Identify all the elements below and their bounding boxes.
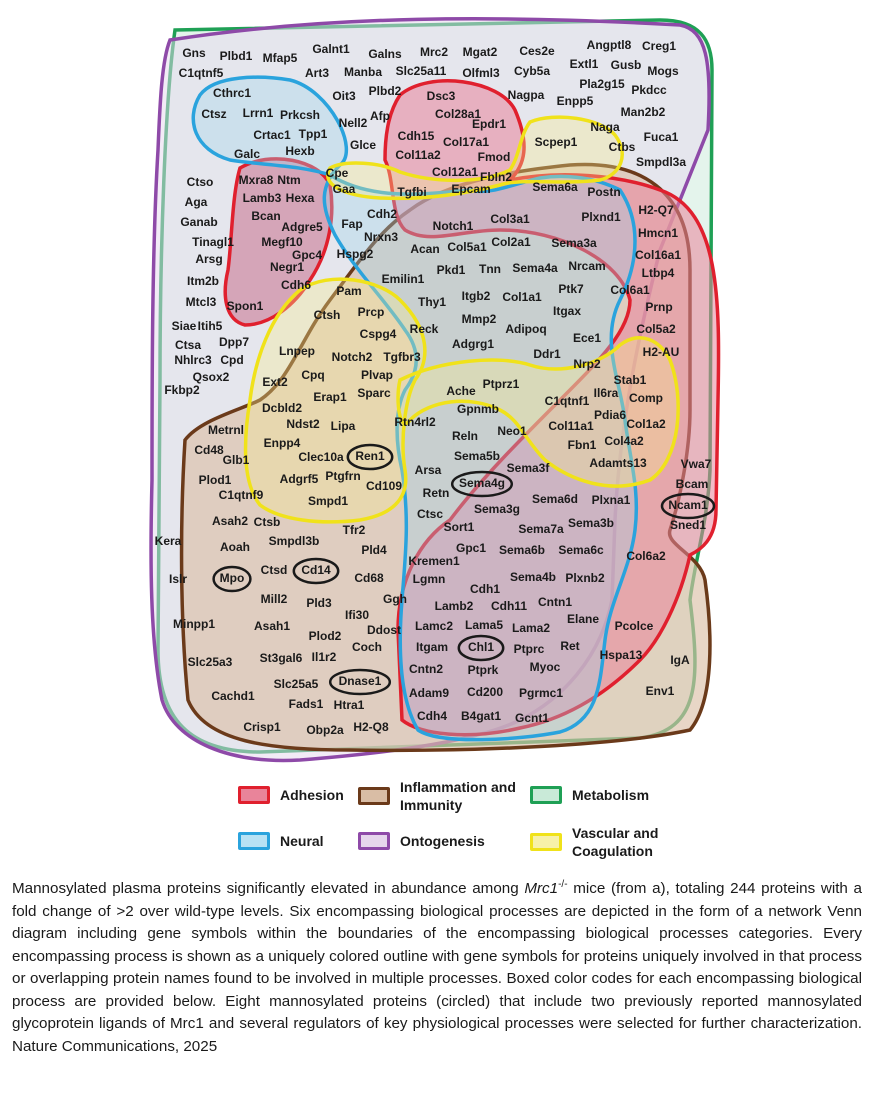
gene-label-col6a2: Col6a2	[626, 549, 666, 564]
gene-label-gpnmb: Gpnmb	[457, 402, 499, 417]
gene-label-plbd1: Plbd1	[219, 49, 253, 64]
gene-label-man2b2: Man2b2	[620, 105, 666, 120]
gene-label-fkbp2: Fkbp2	[164, 383, 200, 398]
gene-label-col2a1: Col2a1	[491, 235, 531, 250]
caption-superscript: -/-	[558, 878, 568, 890]
gene-label-epcam: Epcam	[451, 182, 491, 197]
gene-label-minpp1: Minpp1	[173, 617, 215, 632]
gene-label-il6ra: Il6ra	[593, 386, 619, 401]
gene-label-reln: Reln	[451, 429, 479, 444]
gene-label-ctso: Ctso	[186, 175, 214, 190]
gene-label-ache: Ache	[446, 384, 476, 399]
gene-label-adamts13: Adamts13	[589, 456, 647, 471]
gene-label-itgb2: Itgb2	[461, 289, 491, 304]
gene-label-crisp1: Crisp1	[243, 720, 281, 735]
gene-label-fbln2: Fbln2	[480, 170, 512, 185]
gene-label-mmp2: Mmp2	[461, 312, 497, 327]
gene-label-ndst2: Ndst2	[286, 417, 320, 432]
gene-label-myoc: Myoc	[529, 660, 561, 675]
gene-label-pla2g15: Pla2g15	[579, 77, 625, 92]
gene-label-cspg4: Cspg4	[359, 327, 397, 342]
legend-item-vascular	[530, 824, 658, 860]
gene-label-mfap5: Mfap5	[262, 51, 298, 66]
gene-label-il1r2: Il1r2	[311, 650, 337, 665]
gene-label-bcam: Bcam	[675, 477, 709, 492]
legend-label-ontogenesis: Ontogenesis	[400, 833, 485, 849]
gene-label-pld4: Pld4	[361, 543, 387, 558]
gene-label-ltbp4: Ltbp4	[641, 266, 675, 281]
gene-label-c1qtnf1: C1qtnf1	[544, 394, 590, 409]
gene-label-col1a2: Col1a2	[626, 417, 666, 432]
gene-label-col16a1: Col16a1	[634, 248, 682, 263]
gene-label-ptk7: Ptk7	[558, 282, 584, 297]
gene-label-col11a2: Col11a2	[395, 148, 441, 163]
gene-label-ctsd: Ctsd	[260, 563, 288, 578]
gene-label-nagpa: Nagpa	[507, 88, 545, 103]
gene-label-rtn4rl2: Rtn4rl2	[394, 415, 436, 430]
gene-label-hspg2: Hspg2	[336, 247, 374, 262]
gene-label-slc25a5: Slc25a5	[273, 677, 319, 692]
gene-label-tnn: Tnn	[479, 262, 501, 277]
gene-label-itgam: Itgam	[415, 640, 449, 655]
gene-label-negr1: Negr1	[269, 260, 305, 275]
gene-label-crtac1: Crtac1	[253, 128, 291, 143]
gene-label-ggh: Ggh	[383, 592, 407, 607]
legend-label-inflammation	[400, 778, 516, 814]
gene-label-gusb: Gusb	[610, 58, 642, 73]
gene-label-enpp4: Enpp4	[263, 436, 301, 451]
legend-item-metabolism	[530, 786, 649, 804]
gene-label-pdia6: Pdia6	[593, 408, 627, 423]
gene-label-stab1: Stab1	[613, 373, 647, 388]
gene-label-pcolce: Pcolce	[614, 619, 654, 634]
gene-label-cd68: Cd68	[354, 571, 384, 586]
gene-label-sned1: Sned1	[669, 518, 707, 533]
gene-label-env1: Env1	[645, 684, 675, 699]
gene-label-plvap: Plvap	[360, 368, 394, 383]
gene-label-sema3f: Sema3f	[506, 461, 550, 476]
gene-label-ptprk: Ptprk	[467, 663, 499, 678]
gene-label-art3: Art3	[304, 66, 330, 81]
gene-label-iga: IgA	[670, 653, 690, 668]
gene-label-glb1: Glb1	[222, 453, 250, 468]
gene-label-lamb3: Lamb3	[242, 191, 282, 206]
gene-label-sema4g: Sema4g	[458, 476, 506, 491]
legend-swatch-vascular	[530, 833, 562, 851]
legend-label-vascular	[572, 824, 658, 860]
legend-item-inflammation	[358, 778, 516, 814]
gene-label-gcnt1: Gcnt1	[514, 711, 550, 726]
gene-label-lamb2: Lamb2	[434, 599, 474, 614]
gene-label-islr: Islr	[168, 572, 188, 587]
legend-label-inflammation-line1: Inflammation and	[400, 779, 516, 795]
gene-label-vwa7: Vwa7	[680, 457, 712, 472]
gene-label-hexa: Hexa	[285, 191, 315, 206]
gene-label-plxna1: Plxna1	[591, 493, 631, 508]
gene-label-cd109: Cd109	[365, 479, 403, 494]
gene-label-ptprc: Ptprc	[513, 642, 545, 657]
gene-label-cyb5a: Cyb5a	[513, 64, 551, 79]
gene-label-pgrmc1: Pgrmc1	[518, 686, 564, 701]
gene-label-ctsh: Ctsh	[313, 308, 341, 323]
gene-label-emilin1: Emilin1	[381, 272, 425, 287]
gene-label-fads1: Fads1	[288, 697, 324, 712]
gene-label-pam: Pam	[336, 284, 362, 299]
gene-label-erap1: Erap1	[313, 390, 347, 405]
gene-label-aga: Aga	[184, 195, 208, 210]
gene-label-asah1: Asah1	[253, 619, 291, 634]
gene-label-col5a2: Col5a2	[636, 322, 676, 337]
gene-label-smpdl3b: Smpdl3b	[268, 534, 320, 549]
gene-label-ddost: Ddost	[367, 623, 401, 638]
gene-label-galc: Galc	[233, 147, 261, 162]
gene-label-col5a1: Col5a1	[447, 240, 487, 255]
gene-label-itm2b: Itm2b	[186, 274, 220, 289]
gene-label-col1a1: Col1a1	[502, 290, 542, 305]
gene-label-olfml3: Olfml3	[462, 66, 500, 81]
gene-label-smpdl3a: Smpdl3a	[635, 155, 687, 170]
gene-label-coch: Coch	[352, 640, 382, 655]
gene-label-lgmn: Lgmn	[412, 572, 446, 587]
gene-label-lamc2: Lamc2	[414, 619, 454, 634]
gene-label-siae: Siae	[171, 319, 197, 334]
gene-label-prcp: Prcp	[357, 305, 385, 320]
gene-label-megf10: Megf10	[261, 235, 303, 250]
caption-text-1: Mannosylated plasma proteins significantly elevated in abundance among	[12, 880, 525, 897]
gene-label-slc25a11: Slc25a11	[395, 64, 447, 79]
gene-label-c1qtnf5: C1qtnf5	[178, 66, 224, 81]
gene-label-retn: Retn	[422, 486, 450, 501]
gene-label-bcan: Bcan	[251, 209, 281, 224]
gene-label-ganab: Ganab	[180, 215, 218, 230]
gene-label-ctsb: Ctsb	[253, 515, 281, 530]
gene-label-hmcn1: Hmcn1	[637, 226, 679, 241]
gene-label-dsc3: Dsc3	[426, 89, 456, 104]
gene-label-comp: Comp	[629, 391, 663, 406]
gene-label-sema3a: Sema3a	[551, 236, 597, 251]
gene-label-plod1: Plod1	[198, 473, 232, 488]
gene-label-oit3: Oit3	[332, 89, 356, 104]
gene-label-col11a1: Col11a1	[548, 419, 594, 434]
gene-label-galns: Galns	[368, 47, 402, 62]
gene-label-glce: Glce	[349, 138, 377, 153]
gene-label-col12a1: Col12a1	[431, 165, 479, 180]
gene-label-sema6d: Sema6d	[531, 492, 579, 507]
gene-label-ext2: Ext2	[262, 375, 288, 390]
gene-label-ctsa: Ctsa	[174, 338, 202, 353]
gene-label-fuca1: Fuca1	[643, 130, 679, 145]
gene-label-st3gal6: St3gal6	[259, 651, 303, 666]
gene-label-ddr1: Ddr1	[533, 347, 561, 362]
gene-label-sema3g: Sema3g	[473, 502, 521, 517]
gene-label-cntn1: Cntn1	[538, 595, 572, 610]
gene-label-mrc2: Mrc2	[419, 45, 449, 60]
gene-label-b4gat1: B4gat1	[460, 709, 502, 724]
gene-label-plxnd1: Plxnd1	[581, 210, 621, 225]
gene-label-adgrf5: Adgrf5	[279, 472, 319, 487]
gene-label-cd200: Cd200	[466, 685, 504, 700]
gene-label-hspa13: Hspa13	[599, 648, 643, 663]
gene-label-clec10a: Clec10a	[298, 450, 344, 465]
gene-label-cthrc1: Cthrc1	[212, 86, 252, 101]
gene-label-lama5: Lama5	[464, 618, 504, 633]
gene-label-galnt1: Galnt1	[312, 42, 350, 57]
gene-label-sema6a: Sema6a	[532, 180, 578, 195]
gene-label-h2-q7: H2-Q7	[638, 203, 674, 218]
gene-label-ptprz1: Ptprz1	[482, 377, 520, 392]
gene-label-tinagl1: Tinagl1	[192, 235, 234, 250]
gene-label-ncam1: Ncam1	[668, 498, 708, 513]
gene-label-ctsc: Ctsc	[416, 507, 444, 522]
gene-label-naga: Naga	[590, 120, 620, 135]
gene-label-epdr1: Epdr1	[471, 117, 507, 132]
gene-label-arsa: Arsa	[414, 463, 442, 478]
gene-label-gns: Gns	[182, 46, 206, 61]
legend-label-inflammation-line2: Immunity	[400, 797, 463, 813]
legend-swatch-metabolism	[530, 786, 562, 804]
gene-label-pld3: Pld3	[306, 596, 332, 611]
gene-label-sema6c: Sema6c	[558, 543, 604, 558]
legend-swatch-neural	[238, 832, 270, 850]
gene-label-sparc: Sparc	[357, 386, 391, 401]
gene-label-prkcsh: Prkcsh	[279, 108, 321, 123]
legend-label-neural: Neural	[280, 833, 324, 849]
legend-label-metabolism: Metabolism	[572, 787, 650, 803]
gene-label-scpep1: Scpep1	[534, 135, 578, 150]
gene-label-plod2: Plod2	[308, 629, 342, 644]
gene-label-nrxn3: Nrxn3	[363, 230, 399, 245]
figure-caption	[12, 878, 862, 1058]
gene-label-lnpep: Lnpep	[279, 344, 315, 359]
gene-label-gpc1: Gpc1	[455, 541, 487, 556]
gene-label-ren1: Ren1	[355, 449, 385, 464]
gene-label-sort1: Sort1	[443, 520, 475, 535]
gene-label-cachd1: Cachd1	[211, 689, 255, 704]
gene-label-acan: Acan	[410, 242, 440, 257]
gene-label-sema7a: Sema7a	[518, 522, 564, 537]
gene-label-ece1: Ece1	[572, 331, 602, 346]
legend-label-vascular-line1: Vascular and	[572, 825, 659, 841]
legend-swatch-adhesion	[238, 786, 270, 804]
gene-label-mill2: Mill2	[260, 592, 288, 607]
gene-label-hexb: Hexb	[285, 144, 315, 159]
gene-label-gaa: Gaa	[332, 182, 356, 197]
gene-label-adgre5: Adgre5	[281, 220, 323, 235]
gene-label-angptl8: Angptl8	[586, 38, 632, 53]
legend-swatch-ontogenesis	[358, 832, 390, 850]
gene-label-sema4a: Sema4a	[512, 261, 558, 276]
gene-label-mxra8: Mxra8	[238, 173, 274, 188]
gene-label-fap: Fap	[341, 217, 363, 232]
gene-label-col28a1: Col28a1	[434, 107, 482, 122]
gene-label-chl1: Chl1	[467, 640, 495, 655]
gene-label-sema6b: Sema6b	[498, 543, 546, 558]
gene-label-ces2e: Ces2e	[519, 44, 555, 59]
gene-label-gpc4: Gpc4	[291, 248, 323, 263]
gene-label-ctsz: Ctsz	[201, 107, 227, 122]
gene-label-kremen1: Kremen1	[408, 554, 460, 569]
gene-label-cntn2: Cntn2	[409, 662, 443, 677]
gene-label-col17a1: Col17a1	[442, 135, 490, 150]
caption-gene: Mrc1	[524, 880, 559, 897]
gene-label-smpd1: Smpd1	[307, 494, 349, 509]
gene-label-prnp: Prnp	[645, 300, 673, 315]
gene-label-itih5: Itih5	[197, 319, 223, 334]
gene-label-afp: Afp	[370, 109, 390, 124]
gene-label-cpd: Cpd	[220, 353, 244, 368]
gene-label-thy1: Thy1	[417, 295, 447, 310]
gene-label-pkdcc: Pkdcc	[631, 83, 667, 98]
gene-label-cpq: Cpq	[301, 368, 325, 383]
gene-label-fmod: Fmod	[477, 150, 511, 165]
gene-label-nrcam: Nrcam	[568, 259, 606, 274]
legend-label-vascular-line2: Coagulation	[572, 843, 653, 859]
gene-label-col4a2: Col4a2	[604, 434, 644, 449]
gene-label-col6a1: Col6a1	[610, 283, 650, 298]
caption-text-2: mice (from a), totaling 244 proteins with a fold change of >2 over wild-type levels. Six encompassing biological processes are depicted in the form of a network Venn diagram including gene symbols within the boundaries of the encompassing biological processes categories. Every encompassing process is shown as a uniquely colored outline with gene symbols for proteins uniquely involved in that process or overlapping protein names found to be involved in multiple processes. Boxed color codes for each encompassing biological process are provided below. Eight mannosylated proteins (circled) that include two previously reported mannosylated glycoprotein ligands of Mrc1 and several regulators of key physiological processes were selected for further characterization. Nature Communications, 2025	[12, 880, 863, 1055]
legend-item-ontogenesis	[358, 832, 485, 850]
gene-label-mpo: Mpo	[219, 571, 245, 586]
gene-label-reck: Reck	[409, 322, 439, 337]
gene-label-cd48: Cd48	[194, 443, 224, 458]
gene-label-cdh15: Cdh15	[397, 129, 435, 144]
gene-label-sema5b: Sema5b	[453, 449, 501, 464]
legend-swatch-inflammation	[358, 787, 390, 805]
gene-label-tgfbi: Tgfbi	[397, 185, 427, 200]
gene-label-col3a1: Col3a1	[490, 212, 530, 227]
gene-label-enpp5: Enpp5	[556, 94, 594, 109]
gene-label-cd14: Cd14	[301, 563, 331, 578]
gene-label-plxnb2: Plxnb2	[565, 571, 605, 586]
gene-label-cdh11: Cdh11	[490, 599, 528, 614]
legend	[238, 778, 708, 868]
gene-label-fbn1: Fbn1	[567, 438, 597, 453]
legend-item-adhesion	[238, 786, 344, 804]
gene-label-cdh6: Cdh6	[281, 278, 311, 293]
gene-label-cdh2: Cdh2	[367, 207, 397, 222]
gene-label-neo1: Neo1	[497, 424, 527, 439]
gene-label-aoah: Aoah	[220, 540, 250, 555]
gene-label-lama2: Lama2	[511, 621, 551, 636]
gene-label-cpe: Cpe	[325, 166, 349, 181]
gene-label-mgat2: Mgat2	[462, 45, 498, 60]
gene-label-adipoq: Adipoq	[505, 322, 547, 337]
gene-label-ret: Ret	[560, 639, 580, 654]
gene-label-adam9: Adam9	[408, 686, 450, 701]
gene-label-notch1: Notch1	[432, 219, 474, 234]
legend-item-neural	[238, 832, 324, 850]
gene-label-pkd1: Pkd1	[436, 263, 466, 278]
gene-label-mogs: Mogs	[647, 64, 679, 79]
gene-label-notch2: Notch2	[331, 350, 373, 365]
gene-label-plbd2: Plbd2	[368, 84, 402, 99]
gene-label-nell2: Nell2	[338, 116, 368, 131]
gene-label-ctbs: Ctbs	[608, 140, 636, 155]
gene-label-dcbld2: Dcbld2	[261, 401, 303, 416]
gene-label-obp2a: Obp2a	[306, 723, 344, 738]
gene-label-sema3b: Sema3b	[567, 516, 615, 531]
gene-label-lipa: Lipa	[330, 419, 356, 434]
gene-label-h2-q8: H2-Q8	[353, 720, 389, 735]
gene-label-creg1: Creg1	[641, 39, 677, 54]
gene-label-ifi30: Ifi30	[344, 608, 370, 623]
gene-label-mtcl3: Mtcl3	[185, 295, 217, 310]
gene-label-cdh1: Cdh1	[470, 582, 500, 597]
gene-label-ptgfrn: Ptgfrn	[325, 469, 361, 484]
gene-label-nhlrc3: Nhlrc3	[174, 353, 212, 368]
gene-label-tgfbr3: Tgfbr3	[383, 350, 421, 365]
gene-label-extl1: Extl1	[569, 57, 599, 72]
legend-label-adhesion: Adhesion	[280, 787, 344, 803]
gene-label-spon1: Spon1	[226, 299, 264, 314]
gene-label-slc25a3: Slc25a3	[187, 655, 233, 670]
gene-label-cdh4: Cdh4	[417, 709, 447, 724]
gene-label-elane: Elane	[566, 612, 600, 627]
gene-label-kera: Kera	[154, 534, 182, 549]
gene-label-tfr2: Tfr2	[342, 523, 366, 538]
gene-label-htra1: Htra1	[333, 698, 365, 713]
gene-label-sema4b: Sema4b	[509, 570, 557, 585]
gene-label-c1qtnf9: C1qtnf9	[218, 488, 264, 503]
gene-label-dpp7: Dpp7	[219, 335, 249, 350]
gene-label-lrrn1: Lrrn1	[242, 106, 274, 121]
gene-label-asah2: Asah2	[211, 514, 249, 529]
gene-label-itgax: Itgax	[552, 304, 582, 319]
gene-label-manba: Manba	[343, 65, 383, 80]
gene-label-ntm: Ntm	[277, 173, 301, 188]
gene-label-dnase1: Dnase1	[338, 674, 382, 689]
gene-label-nrp2: Nrp2	[573, 357, 601, 372]
gene-label-arsg: Arsg	[195, 252, 223, 267]
gene-label-postn: Postn	[587, 185, 621, 200]
gene-label-adgrg1: Adgrg1	[452, 337, 494, 352]
gene-label-qsox2: Qsox2	[192, 370, 230, 385]
gene-label-tpp1: Tpp1	[298, 127, 328, 142]
gene-label-metrnl: Metrnl	[208, 423, 244, 438]
gene-label-h2-au: H2-AU	[642, 345, 680, 360]
